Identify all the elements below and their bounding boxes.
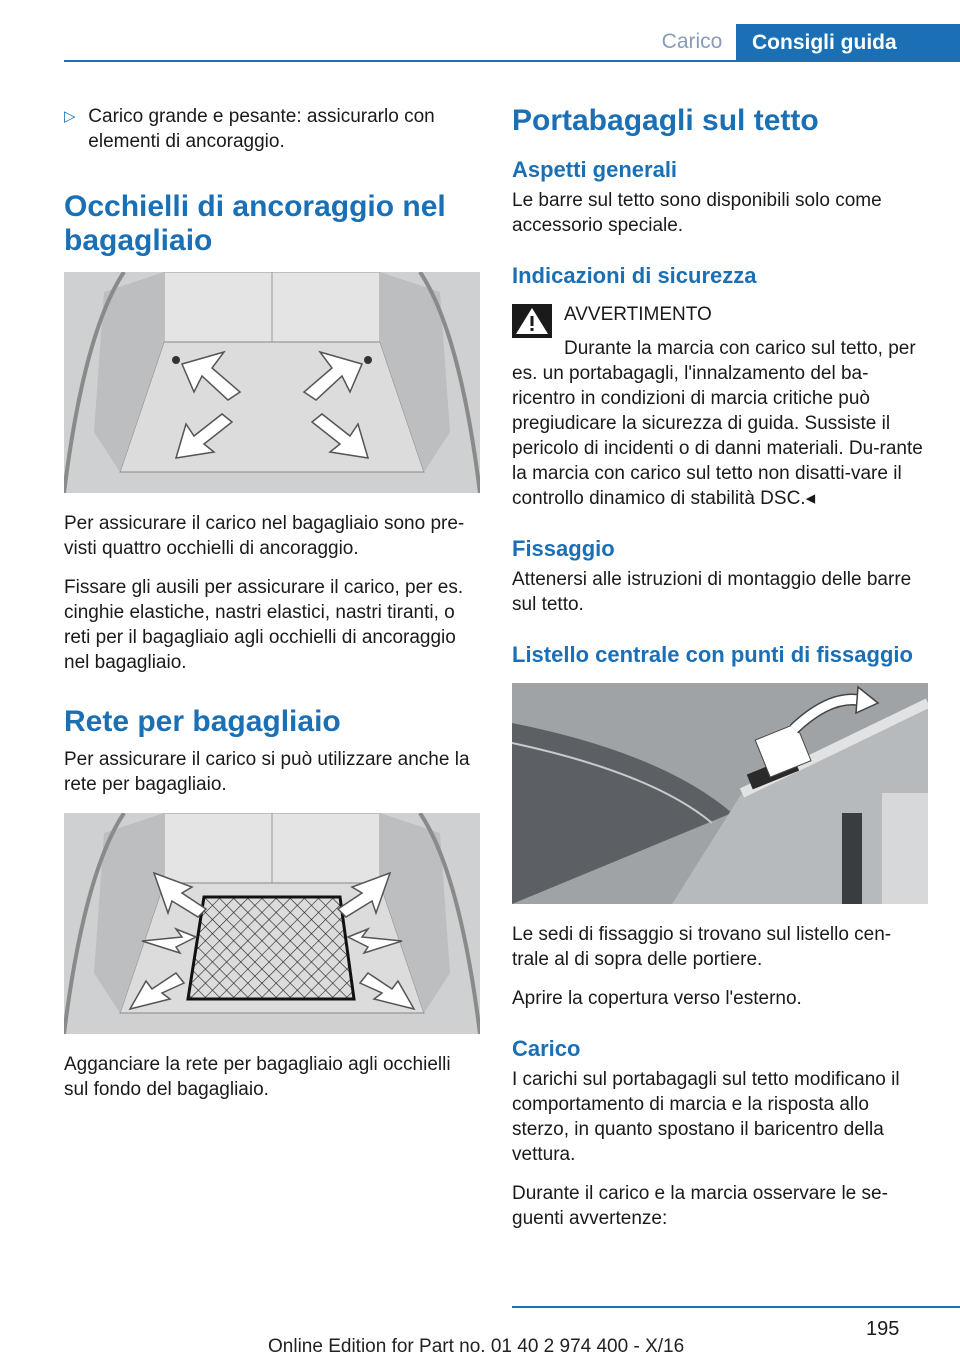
paragraph: Per assicurare il carico si può utilizzare anche la rete per bagagliaio.	[64, 749, 470, 795]
heading-eyelets: Occhielli di ancoraggio nel bagagliaio	[64, 190, 446, 257]
trunk-net-illustration	[64, 813, 480, 1034]
bullet-text: Carico grande e pesante: assicurarlo con elementi di ancoraggio.	[88, 106, 435, 152]
paragraph: Le barre sul tetto sono disponibili solo come accessorio speciale.	[512, 190, 882, 236]
paragraph: Attenersi alle istruzioni di montaggio delle barre sul tetto.	[512, 569, 912, 615]
heading-rail: Listello centrale con punti di fissaggio	[512, 642, 913, 667]
warning-text: Durante la marcia con carico sul tetto, per es. un portabagagli, l'innalzamento del ba-ricentro in condizioni di marcia critiche può pregiudicare la sicurezza di guida. Sussiste il pericolo di incidenti o di danni materiali. Du-rante la marcia con carico sul tetto non disatti-vare il controllo dinamico di stabilità DSC.◂	[512, 338, 923, 509]
paragraph: Agganciare la rete per bagagliaio agli occhielli sul fondo del bagagliaio.	[64, 1054, 451, 1100]
page-number: 195	[866, 1318, 900, 1340]
triangle-bullet-icon: ▷	[64, 108, 76, 125]
edition-note: Online Edition for Part no. 01 40 2 974 400 - X/16	[268, 1336, 685, 1357]
paragraph: Le sedi di fissaggio si trovano sul listello cen-trale al di sopra delle portiere.	[512, 924, 892, 970]
list-item	[64, 104, 480, 154]
trunk-net-figure	[64, 813, 480, 1034]
trunk-eyelets-figure	[64, 272, 480, 493]
heading-safety: Indicazioni di sicurezza	[512, 263, 757, 288]
paragraph: Durante il carico e la marcia osservare le se-guenti avvertenze:	[512, 1183, 888, 1229]
paragraph: Aprire la copertura verso l'esterno.	[512, 988, 802, 1009]
paragraph: Fissare gli ausili per assicurare il carico, per es. cinghie elastiche, nastri elastici, nastri tiranti, o reti per il bagagliaio agli occhielli di ancoraggio nel bagagliaio.	[64, 577, 464, 673]
warning-triangle-icon	[512, 304, 552, 338]
left-column	[64, 104, 480, 1116]
footer-rule	[512, 1306, 960, 1308]
header-chapter: Consigli guida	[736, 24, 960, 62]
heading-net: Rete per bagagliaio	[64, 705, 341, 738]
heading-load: Carico	[512, 1036, 581, 1061]
trunk-eyelets-illustration	[64, 272, 480, 493]
warning-block	[512, 302, 928, 338]
roof-rail-figure	[512, 683, 928, 904]
right-column	[512, 104, 928, 1245]
paragraph: Per assicurare il carico nel bagagliaio sono pre-visti quattro occhielli di ancoraggio.	[64, 513, 465, 559]
warning-title: AVVERTIMENTO	[564, 304, 712, 325]
paragraph: I carichi sul portabagagli sul tetto modificano il comportamento di marcia e la risposta allo sterzo, in quanto spostano il baricentro della vettura.	[512, 1069, 900, 1165]
heading-roof-rack: Portabagagli sul tetto	[512, 104, 819, 137]
roof-rail-illustration	[512, 683, 928, 904]
heading-general: Aspetti generali	[512, 157, 678, 182]
header-section: Carico	[661, 30, 723, 53]
heading-fixing: Fissaggio	[512, 536, 615, 561]
